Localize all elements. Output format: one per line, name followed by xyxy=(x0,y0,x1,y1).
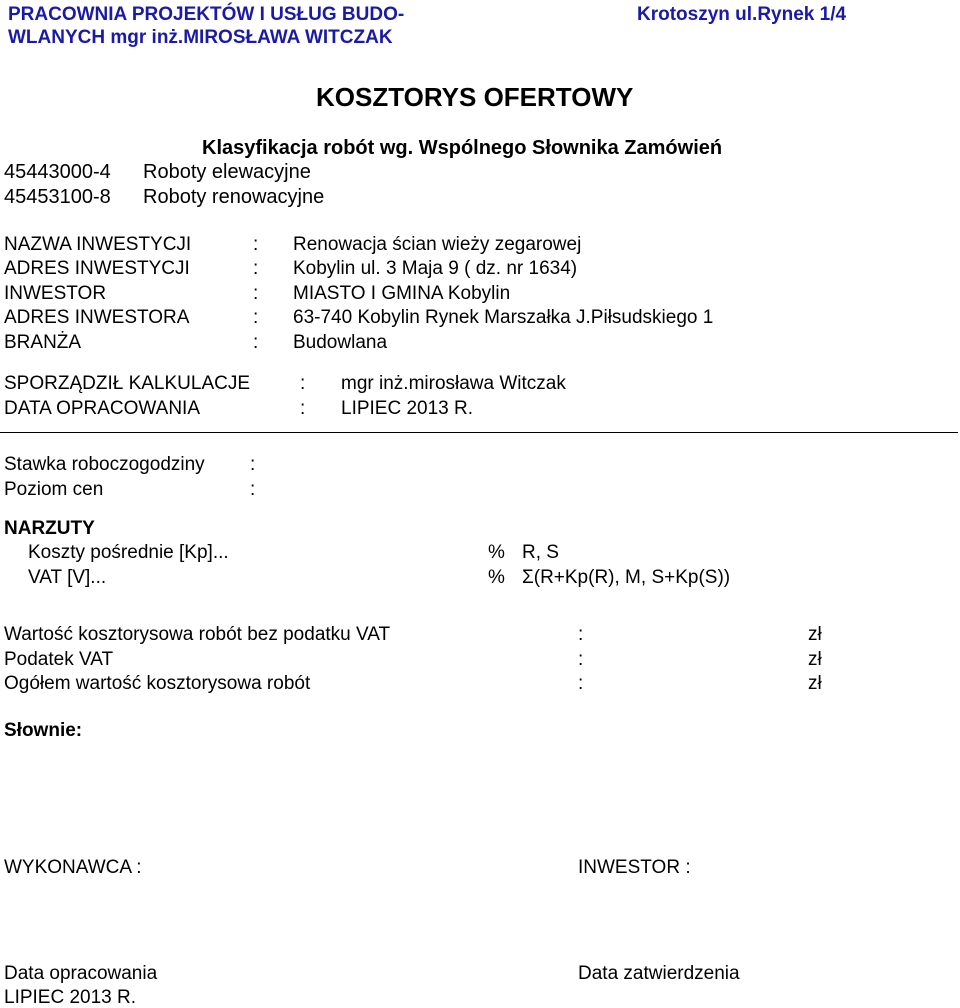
field-label: ADRES INWESTORA xyxy=(4,307,190,328)
investor-value: MIASTO I GMINA Kobylin xyxy=(293,283,511,304)
field-separator: : xyxy=(250,479,256,500)
surcharge-basis: R, S xyxy=(522,542,559,563)
narzuty-heading: NARZUTY xyxy=(4,518,95,539)
field-label: INWESTOR xyxy=(4,283,107,304)
cpv-code: 45443000-4 xyxy=(4,161,111,183)
investment-address-value: Kobylin ul. 3 Maja 9 ( dz. nr 1634) xyxy=(293,258,578,279)
approval-date-label: Data zatwierdzenia xyxy=(578,963,740,984)
field-separator: : xyxy=(253,234,259,255)
field-separator: : xyxy=(300,398,306,419)
surcharge-basis: Σ(R+Kp(R), M, S+Kp(S)) xyxy=(522,567,731,588)
surcharge-percent: % xyxy=(488,567,505,588)
field-label: BRANŻA xyxy=(4,332,82,353)
company-name-line2: WLANYCH mgr inż.MIROSŁAWA WITCZAK xyxy=(8,27,393,48)
preparation-date-value: LIPIEC 2013 R. xyxy=(341,398,474,419)
field-separator: : xyxy=(250,454,256,475)
preparation-date-value: LIPIEC 2013 R. xyxy=(4,987,137,1008)
field-separator: : xyxy=(578,649,584,670)
contractor-label: WYKONAWCA : xyxy=(4,857,142,878)
field-label: NAZWA INWESTYCJI xyxy=(4,234,192,255)
company-name-line1: PRACOWNIA PROJEKTÓW I USŁUG BUDO- xyxy=(8,4,405,25)
surcharge-label: Koszty pośrednie [Kp]... xyxy=(28,542,229,563)
currency-unit: zł xyxy=(808,673,822,694)
field-separator: : xyxy=(253,307,259,328)
branch-value: Budowlana xyxy=(293,332,388,353)
surcharge-percent: % xyxy=(488,542,505,563)
total-label: Wartość kosztorysowa robót bez podatku VAT xyxy=(4,624,391,645)
cpv-code: 45453100-8 xyxy=(4,186,111,208)
section-divider xyxy=(0,432,958,433)
field-separator: : xyxy=(578,624,584,645)
field-label: Poziom cen xyxy=(4,479,104,500)
field-label: Stawka roboczogodziny xyxy=(4,454,205,475)
field-separator: : xyxy=(253,283,259,304)
author-value: mgr inż.mirosława Witczak xyxy=(341,373,566,394)
cpv-name: Roboty renowacyjne xyxy=(143,186,325,208)
investor-signature-label: INWESTOR : xyxy=(578,857,691,878)
surcharge-label: VAT [V]... xyxy=(28,567,107,588)
investment-name-value: Renowacja ścian wieży zegarowej xyxy=(293,234,582,255)
classification-heading: Klasyfikacja robót wg. Wspólnego Słownika Zamówień xyxy=(202,137,723,159)
total-label: Ogółem wartość kosztorysowa robót xyxy=(4,673,311,694)
field-separator: : xyxy=(253,332,259,353)
field-separator: : xyxy=(253,258,259,279)
field-separator: : xyxy=(578,673,584,694)
field-separator: : xyxy=(300,373,306,394)
document-title: KOSZTORYS OFERTOWY xyxy=(316,82,634,112)
preparation-date-label: Data opracowania xyxy=(4,963,158,984)
field-label: SPORZĄDZIŁ KALKULACJE xyxy=(4,373,251,394)
in-words-label: Słownie: xyxy=(4,720,83,741)
cpv-name: Roboty elewacyjne xyxy=(143,161,311,183)
company-address: Krotoszyn ul.Rynek 1/4 xyxy=(637,4,847,25)
field-label: ADRES INWESTYCJI xyxy=(4,258,190,279)
total-label: Podatek VAT xyxy=(4,649,114,670)
investor-address-value: 63-740 Kobylin Rynek Marszałka J.Piłsudskiego 1 xyxy=(293,307,714,328)
field-label: DATA OPRACOWANIA xyxy=(4,398,201,419)
currency-unit: zł xyxy=(808,649,822,670)
currency-unit: zł xyxy=(808,624,822,645)
